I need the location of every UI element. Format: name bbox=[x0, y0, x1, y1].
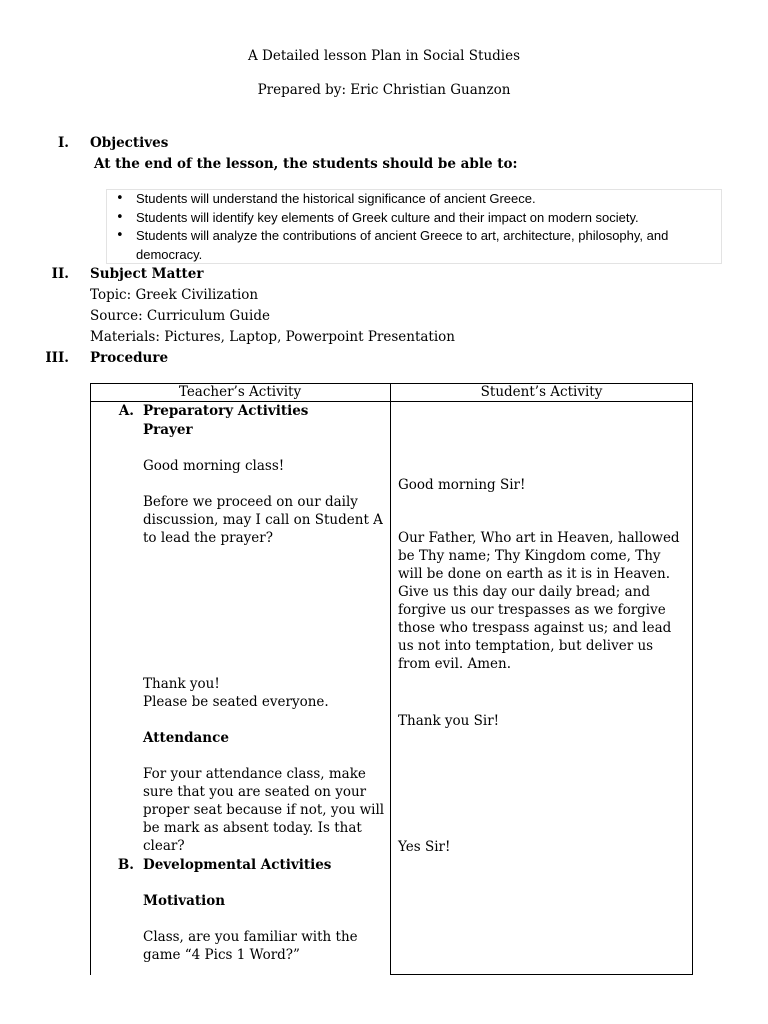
section-number-subject-matter: II. bbox=[51, 266, 69, 282]
student-activity-column bbox=[390, 383, 693, 975]
subject-topic: Topic: Greek Civilization bbox=[90, 287, 259, 303]
section-title-objectives: Objectives bbox=[90, 135, 169, 151]
teacher-preparatory-title: Preparatory Activities bbox=[143, 403, 309, 419]
document-title: A Detailed lesson Plan in Social Studies bbox=[247, 48, 521, 64]
teacher-prayer-request: Before we proceed on our daily discussion, may I call on Student A to lead the prayer? bbox=[143, 494, 383, 546]
subject-materials: Materials: Pictures, Laptop, Powerpoint Presentation bbox=[90, 329, 455, 345]
section-number-procedure: III. bbox=[45, 350, 69, 366]
student-yes: Yes Sir! bbox=[398, 839, 451, 855]
table-header-teacher: Teacher’s Activity bbox=[178, 384, 302, 400]
student-greeting: Good morning Sir! bbox=[398, 477, 526, 493]
student-prayer: Our Father, Who art in Heaven, hallowed be Thy name; Thy Kingdom come, Thy will be done on earth as it is in Heaven. Give us this day our daily bread; and forgive us our trespasses as we forgive those who trespass against us; and lead us not into temptation, but deliver us from evil. Amen. bbox=[398, 530, 680, 672]
objectives-list-box bbox=[106, 189, 722, 264]
objectives-list bbox=[107, 190, 726, 264]
table-header-student: Student’s Activity bbox=[480, 384, 603, 400]
subject-source: Source: Curriculum Guide bbox=[90, 308, 270, 324]
teacher-seated: Please be seated everyone. bbox=[143, 694, 329, 710]
objective-item: • Students will identify key elements of Greek culture and their impact on modern society. bbox=[107, 209, 726, 228]
prepared-by: Prepared by: Eric Christian Guanzon bbox=[257, 82, 511, 98]
teacher-thanks: Thank you! bbox=[143, 676, 220, 692]
objective-item: • Students will analyze the contributions of ancient Greece to art, architecture, philosophy, and democracy. bbox=[107, 227, 726, 264]
teacher-prayer-title: Prayer bbox=[143, 422, 193, 438]
student-thanks: Thank you Sir! bbox=[398, 713, 500, 729]
objectives-intro: At the end of the lesson, the students should be able to: bbox=[94, 156, 518, 172]
teacher-motivation-title: Motivation bbox=[143, 893, 226, 909]
section-number-objectives: I. bbox=[57, 135, 69, 151]
section-title-procedure: Procedure bbox=[90, 350, 169, 366]
teacher-attendance-title: Attendance bbox=[143, 730, 229, 746]
teacher-developmental-title: Developmental Activities bbox=[143, 857, 332, 873]
teacher-motivation-text: Class, are you familiar with the game “4 Pics 1 Word?” bbox=[143, 929, 358, 963]
teacher-attendance-text: For your attendance class, make sure that you are seated on your proper seat because if not, you will be mark as absent today. Is that clear? bbox=[143, 766, 385, 854]
section-title-subject-matter: Subject Matter bbox=[90, 266, 204, 282]
teacher-label-a: A. bbox=[118, 403, 134, 419]
teacher-label-b: B. bbox=[117, 857, 134, 873]
teacher-greeting: Good morning class! bbox=[143, 458, 285, 474]
objective-item: • Students will understand the historical significance of ancient Greece. bbox=[107, 190, 726, 209]
